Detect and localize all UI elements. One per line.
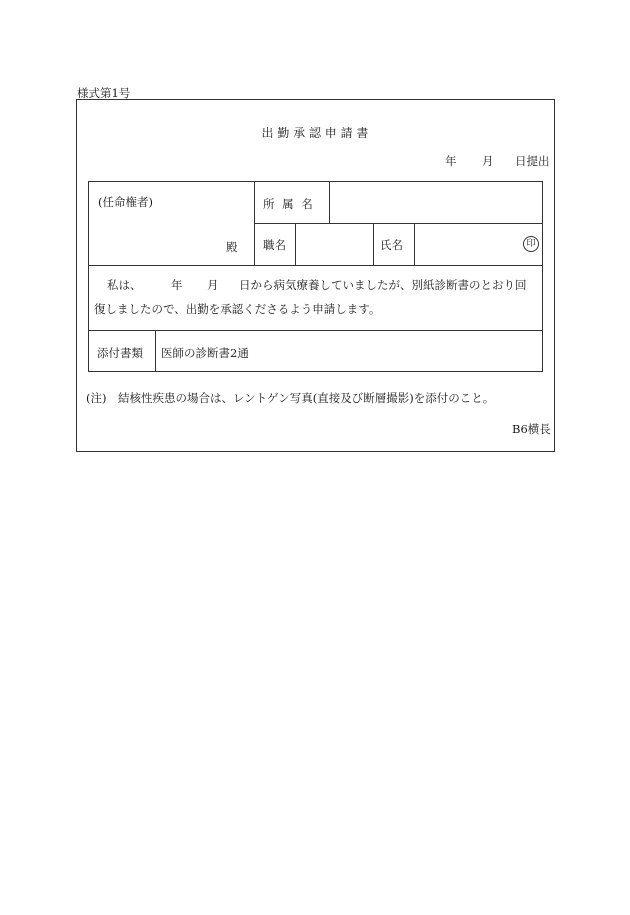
statement-line1-rest: 日から病気療養していましたが、別紙診断書のとおり回: [239, 278, 527, 292]
statement-month: 月: [207, 278, 219, 292]
size-note: B6横長: [512, 422, 551, 436]
row-divider: [89, 265, 542, 266]
column-divider: [414, 223, 415, 265]
attachments-value: 医師の診断書2通: [161, 346, 249, 360]
statement-prefix: 私は、: [107, 278, 142, 292]
column-divider: [155, 330, 156, 371]
row-divider: [254, 223, 543, 224]
footnote: (注) 結核性疾患の場合は、レントゲン写真(直接及び断層撮影)を添付のこと。: [86, 391, 495, 405]
date-month-label: 月: [482, 154, 494, 168]
statement-year: 年: [171, 278, 183, 292]
column-divider: [373, 223, 374, 265]
document-title: 出 勤 承 認 申 請 書: [261, 126, 369, 140]
column-divider: [329, 182, 330, 224]
column-divider: [295, 223, 296, 265]
row-divider: [89, 330, 542, 331]
authority-label: (任命権者): [98, 195, 153, 209]
column-divider: [254, 182, 255, 265]
date-year-label: 年: [445, 154, 457, 168]
form-number: 様式第1号: [77, 86, 131, 100]
date-day-submitted-label: 日提出: [515, 154, 550, 168]
affiliation-label: 所 属 名: [263, 197, 315, 211]
position-label: 職名: [263, 238, 286, 252]
honorific-label: 殿: [226, 240, 238, 254]
attachments-label: 添付書類: [97, 346, 143, 360]
seal-mark: 印: [523, 236, 539, 252]
statement-line2: 復しましたので、出勤を承認くださるよう申請します。: [94, 302, 381, 316]
name-label: 氏名: [380, 238, 403, 252]
